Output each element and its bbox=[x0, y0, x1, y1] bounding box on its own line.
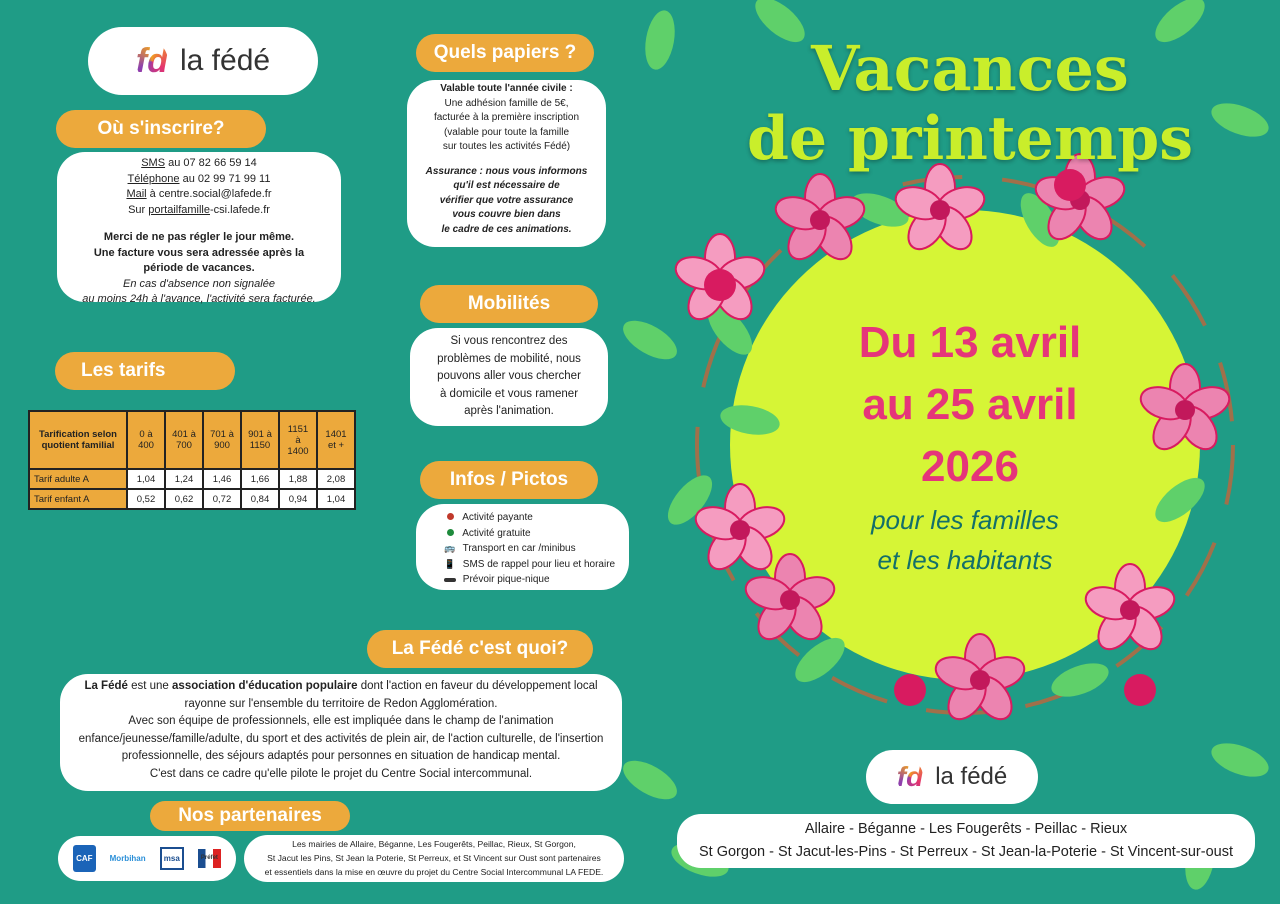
leaf-icon bbox=[641, 8, 679, 72]
sms-link[interactable]: SMS bbox=[141, 157, 166, 169]
info-label: Activité payante bbox=[462, 512, 533, 523]
fede-text: dont l'action en faveur du développement local rayonne sur l'ensemble du territoire de Redon Agglomération. bbox=[184, 680, 598, 710]
row-label: Tarif enfant A bbox=[29, 489, 127, 509]
date-end: au 25 avril bbox=[862, 380, 1078, 429]
mobilites-line: à domicile et vous ramener bbox=[439, 387, 579, 400]
column-header: 701 à 900 bbox=[203, 411, 241, 469]
column-header: 1401 et + bbox=[317, 411, 355, 469]
mobilites-line: pouvons aller vous chercher bbox=[437, 370, 581, 382]
bus-icon: 🚌 bbox=[444, 543, 456, 553]
column-header: 0 à 400 bbox=[127, 411, 165, 469]
mobilites-box bbox=[410, 328, 608, 426]
title-line-1: Vacances bbox=[811, 32, 1129, 105]
info-label: Prévoir pique-nique bbox=[462, 574, 550, 585]
cell: 0,94 bbox=[279, 489, 317, 509]
table-row bbox=[29, 469, 355, 489]
info-item bbox=[440, 572, 629, 588]
leaf-icon bbox=[620, 753, 683, 807]
leaf-icon bbox=[620, 313, 683, 367]
morbihan-logo: Morbihan bbox=[109, 853, 146, 863]
table-header-row bbox=[29, 411, 355, 469]
mobilites-line: problèmes de mobilité, nous bbox=[437, 352, 581, 365]
audience-line: et les habitants bbox=[877, 545, 1053, 575]
info-item bbox=[440, 541, 629, 557]
absence-line: En cas d'absence non signalée bbox=[123, 277, 275, 290]
fede-paragraph: Avec son équipe de professionnels, elle est impliquée dans le champ de l'animation enfance/jeunesse/famille/adulte, du sport et des activités de plein air, de l'action culturelle, de l'insertion professionnelle, des séjours adaptés pour personnes en situation de handicap mental. bbox=[78, 715, 604, 762]
info-item bbox=[440, 557, 629, 573]
inscrire-box bbox=[57, 152, 341, 305]
row-label: Tarif adulte A bbox=[29, 469, 127, 489]
partenaires-line: St Jacut les Pins, St Jean la Poterie, St Perreux, et St Vincent sur Oust sont partenaires bbox=[267, 853, 601, 863]
table-row bbox=[29, 489, 355, 509]
communes-line: St Gorgon - St Jacut-les-Pins - St Perreux - St Jean-la-Poterie - St Vincent-sur-oust bbox=[698, 844, 1233, 860]
portal-domain: -csi.lafede.fr bbox=[210, 203, 270, 216]
notice-line: Merci de ne pas régler le jour même. bbox=[103, 231, 295, 243]
cell: 0,52 bbox=[127, 489, 165, 509]
partenaires-box bbox=[244, 835, 624, 882]
leaf-icon bbox=[1207, 737, 1273, 784]
fede-text: est une bbox=[127, 680, 173, 692]
cell: 1,04 bbox=[127, 469, 165, 489]
date-start: Du 13 avril bbox=[858, 318, 1082, 367]
info-label: SMS de rappel pour lieu et horaire bbox=[462, 558, 616, 570]
inscrire-heading: Où s'inscrire? bbox=[56, 110, 266, 148]
infos-heading: Infos / Pictos bbox=[420, 461, 598, 499]
info-label: Activité gratuite bbox=[462, 527, 531, 539]
brand-mark: fd bbox=[135, 41, 168, 80]
assurance-line: vous couvre bien dans bbox=[452, 209, 561, 220]
papiers-box bbox=[407, 80, 606, 247]
cell: 0,62 bbox=[165, 489, 203, 509]
info-item bbox=[440, 510, 629, 526]
assurance-line: Assurance : nous vous informons bbox=[425, 165, 588, 177]
absence-line: au moins 24h à l'avance, l'activité sera facturée. bbox=[82, 293, 316, 305]
brand-mark: fd bbox=[896, 761, 924, 792]
cell: 2,08 bbox=[317, 469, 355, 489]
infos-box bbox=[416, 504, 629, 590]
cell: 0,72 bbox=[203, 489, 241, 509]
notice-line: période de vacances. bbox=[143, 262, 255, 274]
communes-box bbox=[677, 814, 1255, 868]
sandwich-icon bbox=[440, 572, 460, 587]
mobilites-line: après l'animation. bbox=[464, 405, 554, 417]
bud-icon bbox=[704, 269, 736, 301]
info-label: Transport en car /minibus bbox=[462, 543, 576, 554]
fede-name: La Fédé bbox=[84, 680, 128, 692]
cell: 1,46 bbox=[203, 469, 241, 489]
brand-logo-bottom: fd la fédé bbox=[866, 750, 1038, 804]
assurance-line: le cadre de ces animations. bbox=[441, 223, 572, 235]
audience-block bbox=[810, 500, 1120, 580]
tarifs-heading: Les tarifs bbox=[55, 352, 235, 390]
msa-logo: msa bbox=[160, 847, 184, 871]
mobilites-line: Si vous rencontrez des bbox=[450, 335, 568, 347]
red-dot-icon bbox=[440, 510, 460, 525]
papiers-line: sur toutes les activités Fédé) bbox=[442, 141, 571, 152]
mail-link[interactable]: Mail bbox=[126, 188, 147, 200]
partner-logos bbox=[58, 836, 236, 881]
column-header: 901 à 1150 bbox=[241, 411, 279, 469]
caf-logo: CAF bbox=[73, 845, 95, 873]
assurance-line: qu'il est nécessaire de bbox=[453, 180, 560, 191]
communes-line: Allaire - Béganne - Les Fougerêts - Peillac - Rieux bbox=[804, 821, 1128, 837]
table-header: Tarification selon quotient familial bbox=[29, 411, 127, 469]
partenaires-line: et essentiels dans la mise en œuvre du projet du Centre Social Intercommunal LA FEDE. bbox=[264, 867, 604, 877]
phone-number: au 02 99 71 99 11 bbox=[179, 172, 271, 185]
cell: 1,24 bbox=[165, 469, 203, 489]
phone-icon: 📱 bbox=[444, 558, 456, 569]
portal-link[interactable]: portailfamille bbox=[148, 203, 210, 216]
partenaires-line: Les mairies de Allaire, Béganne, Les Fougerêts, Peillac, Rieux, St Gorgon, bbox=[292, 839, 576, 849]
partenaires-heading: Nos partenaires bbox=[150, 801, 350, 831]
tarifs-table bbox=[28, 410, 356, 510]
papiers-line: Une adhésion famille de 5€, bbox=[444, 97, 569, 109]
prefet-logo: Préfet bbox=[198, 849, 221, 869]
green-dot-icon bbox=[440, 526, 460, 541]
cell: 1,66 bbox=[241, 469, 279, 489]
papiers-line: facturée à la première inscription bbox=[433, 112, 580, 123]
mobilites-heading: Mobilités bbox=[420, 285, 598, 323]
column-header: 1151 à 1400 bbox=[279, 411, 317, 469]
papiers-heading: Quels papiers ? bbox=[416, 34, 594, 72]
audience-line: pour les familles bbox=[871, 505, 1059, 535]
cell: 1,88 bbox=[279, 469, 317, 489]
cell: 1,04 bbox=[317, 489, 355, 509]
sms-number: au 07 82 66 59 14 bbox=[165, 157, 257, 169]
assurance-line: vérifier que votre assurance bbox=[439, 194, 574, 206]
fede-box bbox=[60, 674, 622, 791]
bud-icon bbox=[1124, 674, 1156, 706]
papiers-line: Valable toute l'année civile : bbox=[440, 83, 573, 94]
mail-address: à centre.social@lafede.fr bbox=[146, 188, 272, 200]
date-year: 2026 bbox=[921, 442, 1019, 491]
bud-icon bbox=[894, 674, 926, 706]
papiers-line: (valable pour toute la famille bbox=[443, 126, 570, 138]
fede-heading: La Fédé c'est quoi? bbox=[367, 630, 593, 668]
column-header: 401 à 700 bbox=[165, 411, 203, 469]
cell: 0,84 bbox=[241, 489, 279, 509]
dates-block bbox=[800, 312, 1140, 498]
notice-line: Une facture vous sera adressée après la bbox=[93, 246, 305, 259]
fede-paragraph: C'est dans ce cadre qu'elle pilote le projet du Centre Social intercommunal. bbox=[149, 767, 533, 780]
portal-prefix: Sur bbox=[128, 203, 149, 216]
brand-logo: fd la fédé bbox=[88, 27, 318, 95]
phone-link[interactable]: Téléphone bbox=[127, 172, 180, 185]
fede-bold: association d'éducation populaire bbox=[172, 680, 358, 692]
title-line-2: de printemps bbox=[746, 104, 1194, 174]
info-item bbox=[440, 526, 629, 542]
